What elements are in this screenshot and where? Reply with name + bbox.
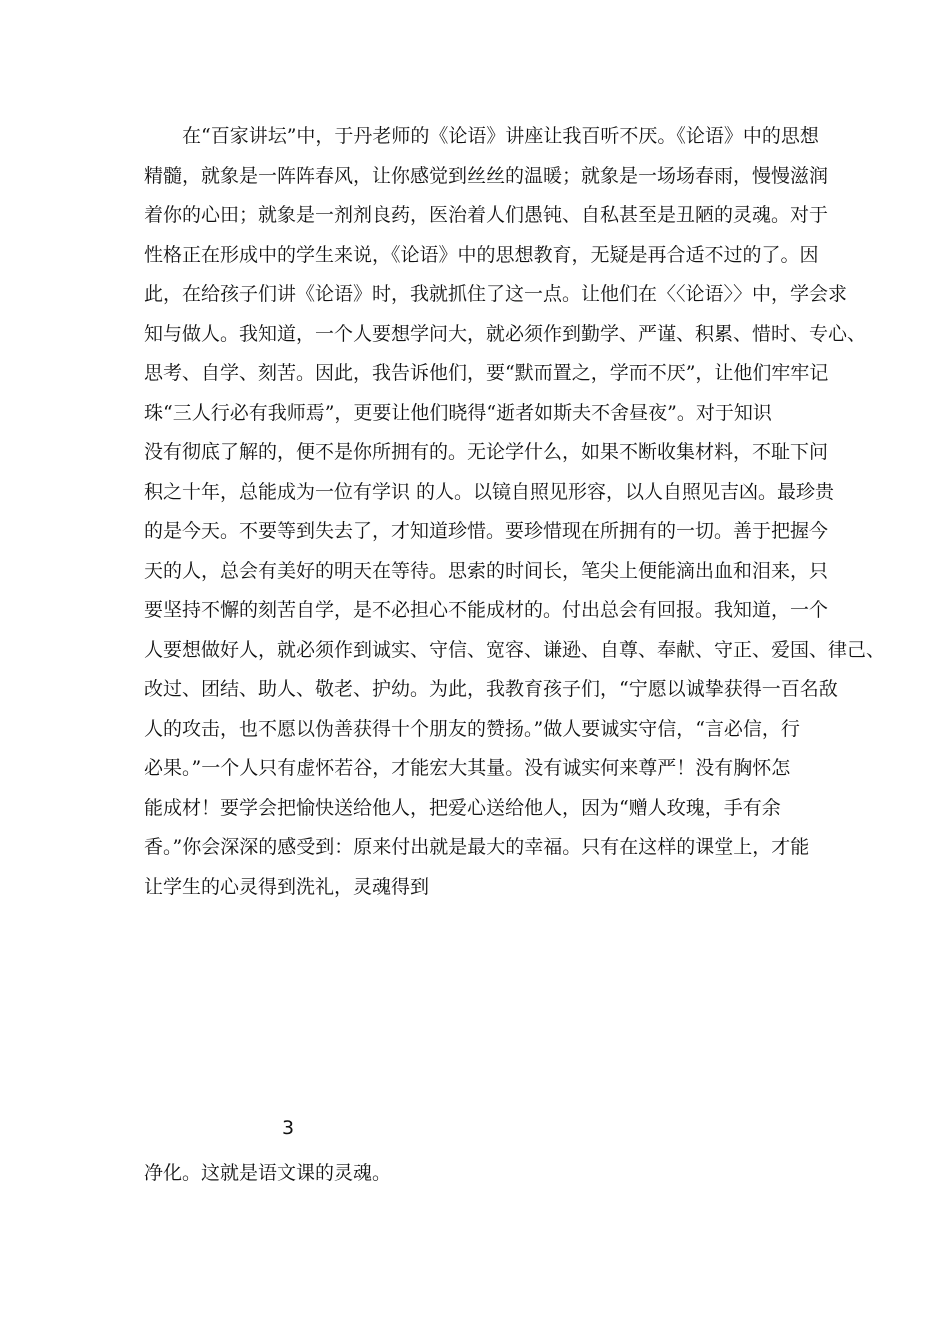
paragraph-line: 此，在给孩子们讲《论语》时，我就抓住了这一点。让他们在〈〈论语〉〉中，学会求 [144, 283, 848, 305]
paragraph-line: 积之十年，总能成为一位有学识 的人。以镜自照见形容，以人自照见吉凶。最珍贵 [144, 480, 835, 503]
paragraph-line: 改过、团结、助人、敬老、护幼。为此，我教育孩子们，“宁愿以诚挚获得一百名敌 [144, 678, 838, 700]
paragraph-line: 必果。”一个人只有虚怀若谷，才能宏大其量。没有诚实何来尊严！没有胸怀怎 [144, 757, 791, 779]
paragraph-line: 要坚持不懈的刻苦自学，是不必担心不能成材的。付出总会有回报。我知道，一个 [144, 599, 829, 621]
page-number: 3 [282, 1117, 295, 1139]
paragraph-line: 香。”你会深深的感受到：原来付出就是最大的幸福。只有在这样的课堂上，才能 [144, 836, 810, 858]
paragraph-line: 精髓，就象是一阵阵春风，让你感觉到丝丝的温暖；就象是一场场春雨，慢慢滋润 [144, 164, 829, 187]
paragraph-line: 着你的心田；就象是一剂剂良药，医治着人们愚钝、自私甚至是丑陋的灵魂。对于 [144, 204, 829, 226]
body-paragraph [144, 117, 886, 907]
paragraph-line: 思考、自学、刻苦。因此，我告诉他们，要“默而置之，学而不厌”，让他们牢牢记 [144, 362, 829, 384]
paragraph-line: 能成材！要学会把愉快送给他人，把爱心送给他人，因为“赠人玫瑰，手有余 [144, 796, 781, 819]
paragraph-line: 人要想做好人，就必须作到诚实、守信、宽容、谦逊、自尊、奉献、守正、爱国、律己、 [144, 638, 886, 661]
paragraph-line: 性格正在形成中的学生来说，《论语》中的思想教育，无疑是再合适不过的了。因 [144, 243, 819, 266]
paragraph-line: 没有彻底了解的，便不是你所拥有的。无论学什么，如果不断收集材料，不耻下问 [144, 441, 829, 463]
paragraph-line: 让学生的心灵得到洗礼，灵魂得到 [144, 875, 430, 898]
paragraph-line: 在“百家讲坛”中，于丹老师的《论语》讲座让我百听不厌。《论语》中的思想 [182, 125, 819, 147]
paragraph-line: 的是今天。不要等到失去了，才知道珍惜。要珍惜现在所拥有的一切。善于把握今 [144, 520, 829, 542]
paragraph-line: 珠“三人行必有我师焉”，更要让他们晓得“逝者如斯夫不舍昼夜”。对于知识 [144, 401, 772, 424]
paragraph-line: 天的人，总会有美好的明天在等待。思索的时间长，笔尖上便能滴出血和泪来，只 [144, 559, 829, 582]
continuation-line: 净化。这就是语文课的灵魂。 [144, 1162, 392, 1184]
paragraph-line: 知与做人。我知道，一个人要想学问大，就必须作到勤学、严谨、积累、惜时、专心、 [144, 322, 867, 345]
paragraph-line: 人的攻击，也不愿以伪善获得十个朋友的赞扬。”做人要诚实守信，“言必信，行 [144, 717, 800, 740]
